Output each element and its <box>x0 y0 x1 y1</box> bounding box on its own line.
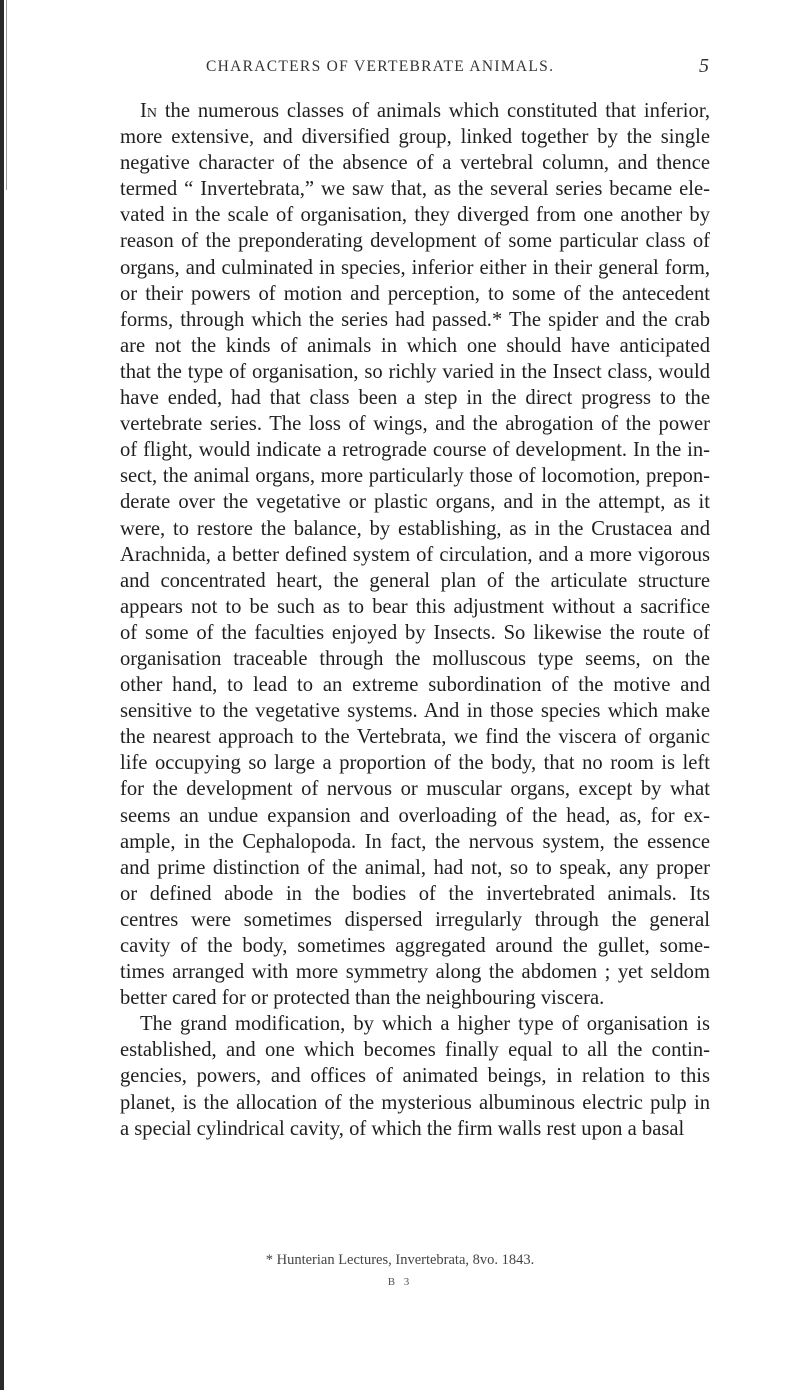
text-line: a special cylindrical cavity, of which the firm walls rest upon a basal <box>120 1117 685 1140</box>
text-line: other hand, to lead to an extreme subordination of the motive and <box>120 674 710 697</box>
text-line: of some of the faculties enjoyed by Insects. So likewise the route of <box>120 621 710 644</box>
text-line: times arranged with more symmetry along the abdomen ; yet seldom <box>120 961 710 984</box>
running-head <box>0 55 800 88</box>
text-line: termed “ Invertebrata,” we saw that, as the several series became ele- <box>120 178 710 201</box>
text-line: are not the kinds of animals in which one should have anticipated <box>120 334 710 357</box>
text-line: Arachnida, a better defined system of circulation, and a more vigorous <box>120 543 710 566</box>
text-line: seems an undue expansion and overloading of the head, as, for ex- <box>120 804 710 827</box>
text-line: derate over the vegetative or plastic organs, and in the attempt, as it <box>120 491 710 514</box>
page-binding-shadow <box>6 0 7 190</box>
text-line: and concentrated heart, the general plan of the articulate structure <box>120 569 710 592</box>
text-line: vertebrate series. The loss of wings, and the abrogation of the power <box>120 413 710 436</box>
paragraph-1 <box>120 98 710 1011</box>
text-line: for the development of nervous or muscular organs, except by what <box>120 778 710 801</box>
text-line: better cared for or protected than the neighbouring viscera. <box>120 987 605 1010</box>
footnote: * Hunterian Lectures, Invertebrata, 8vo. 1843. <box>265 1252 535 1268</box>
page-binding-edge <box>0 0 4 1390</box>
text-line: were, to restore the balance, by establishing, as in the Crustacea and <box>120 517 710 540</box>
text-line: the nearest approach to the Vertebrata, we find the viscera of organic <box>120 726 710 749</box>
text-line: organisation traceable through the molluscous type seems, on the <box>120 647 710 670</box>
page-number: 5 <box>699 55 709 77</box>
text-line: of flight, would indicate a retrograde course of development. In the in- <box>120 439 710 462</box>
text-line: or defined abode in the bodies of the invertebrated animals. Its <box>120 882 710 905</box>
text-line: gencies, powers, and offices of animated beings, in relation to this <box>120 1065 710 1088</box>
text-line: vated in the scale of organisation, they diverged from one another by <box>120 204 710 227</box>
text-line: cavity of the body, sometimes aggregated around the gullet, some- <box>120 935 710 957</box>
text-line: sensitive to the vegetative systems. And in those species which make <box>120 700 710 723</box>
text-line: and prime distinction of the animal, had not, so to speak, any proper <box>120 856 710 879</box>
paragraph-2 <box>120 1011 710 1141</box>
text-line: In the numerous classes of animals which constituted that inferior, <box>140 100 710 122</box>
text-line: sect, the animal organs, more particularly those of locomotion, prepon- <box>120 465 710 488</box>
running-title: CHARACTERS OF VERTEBRATE ANIMALS. <box>206 58 555 75</box>
text-line: centres were sometimes dispersed irregularly through the general <box>120 908 710 931</box>
text-line: reason of the preponderating development of some particular class of <box>120 230 710 253</box>
body-text <box>120 98 710 1142</box>
text-line: life occupying so large a proportion of the body, that no room is left <box>120 752 710 775</box>
signature-mark: B 3 <box>387 1276 413 1288</box>
text-line: ample, in the Cephalopoda. In fact, the nervous system, the essence <box>120 830 710 853</box>
text-line: established, and one which becomes finally equal to all the contin- <box>120 1039 710 1062</box>
text-line: that the type of organisation, so richly varied in the Insect class, would <box>120 360 710 383</box>
text-line: have ended, had that class been a step in the direct progress to the <box>120 387 710 410</box>
text-line: The grand modification, by which a higher type of organisation is <box>140 1013 710 1036</box>
text-line: more extensive, and diversified group, linked together by the single <box>120 126 710 149</box>
text-line: or their powers of motion and perception, to some of the antecedent <box>120 282 710 305</box>
text-line: negative character of the absence of a vertebral column, and thence <box>120 152 710 175</box>
text-line: planet, is the allocation of the mysterious albuminous electric pulp in <box>120 1091 710 1114</box>
text-line: forms, through which the series had passed.* The spider and the crab <box>120 308 710 331</box>
text-line: organs, and culminated in species, inferior either in their general form, <box>120 256 710 279</box>
text-line: appears not to be such as to bear this adjustment without a sacrifice <box>120 595 710 618</box>
